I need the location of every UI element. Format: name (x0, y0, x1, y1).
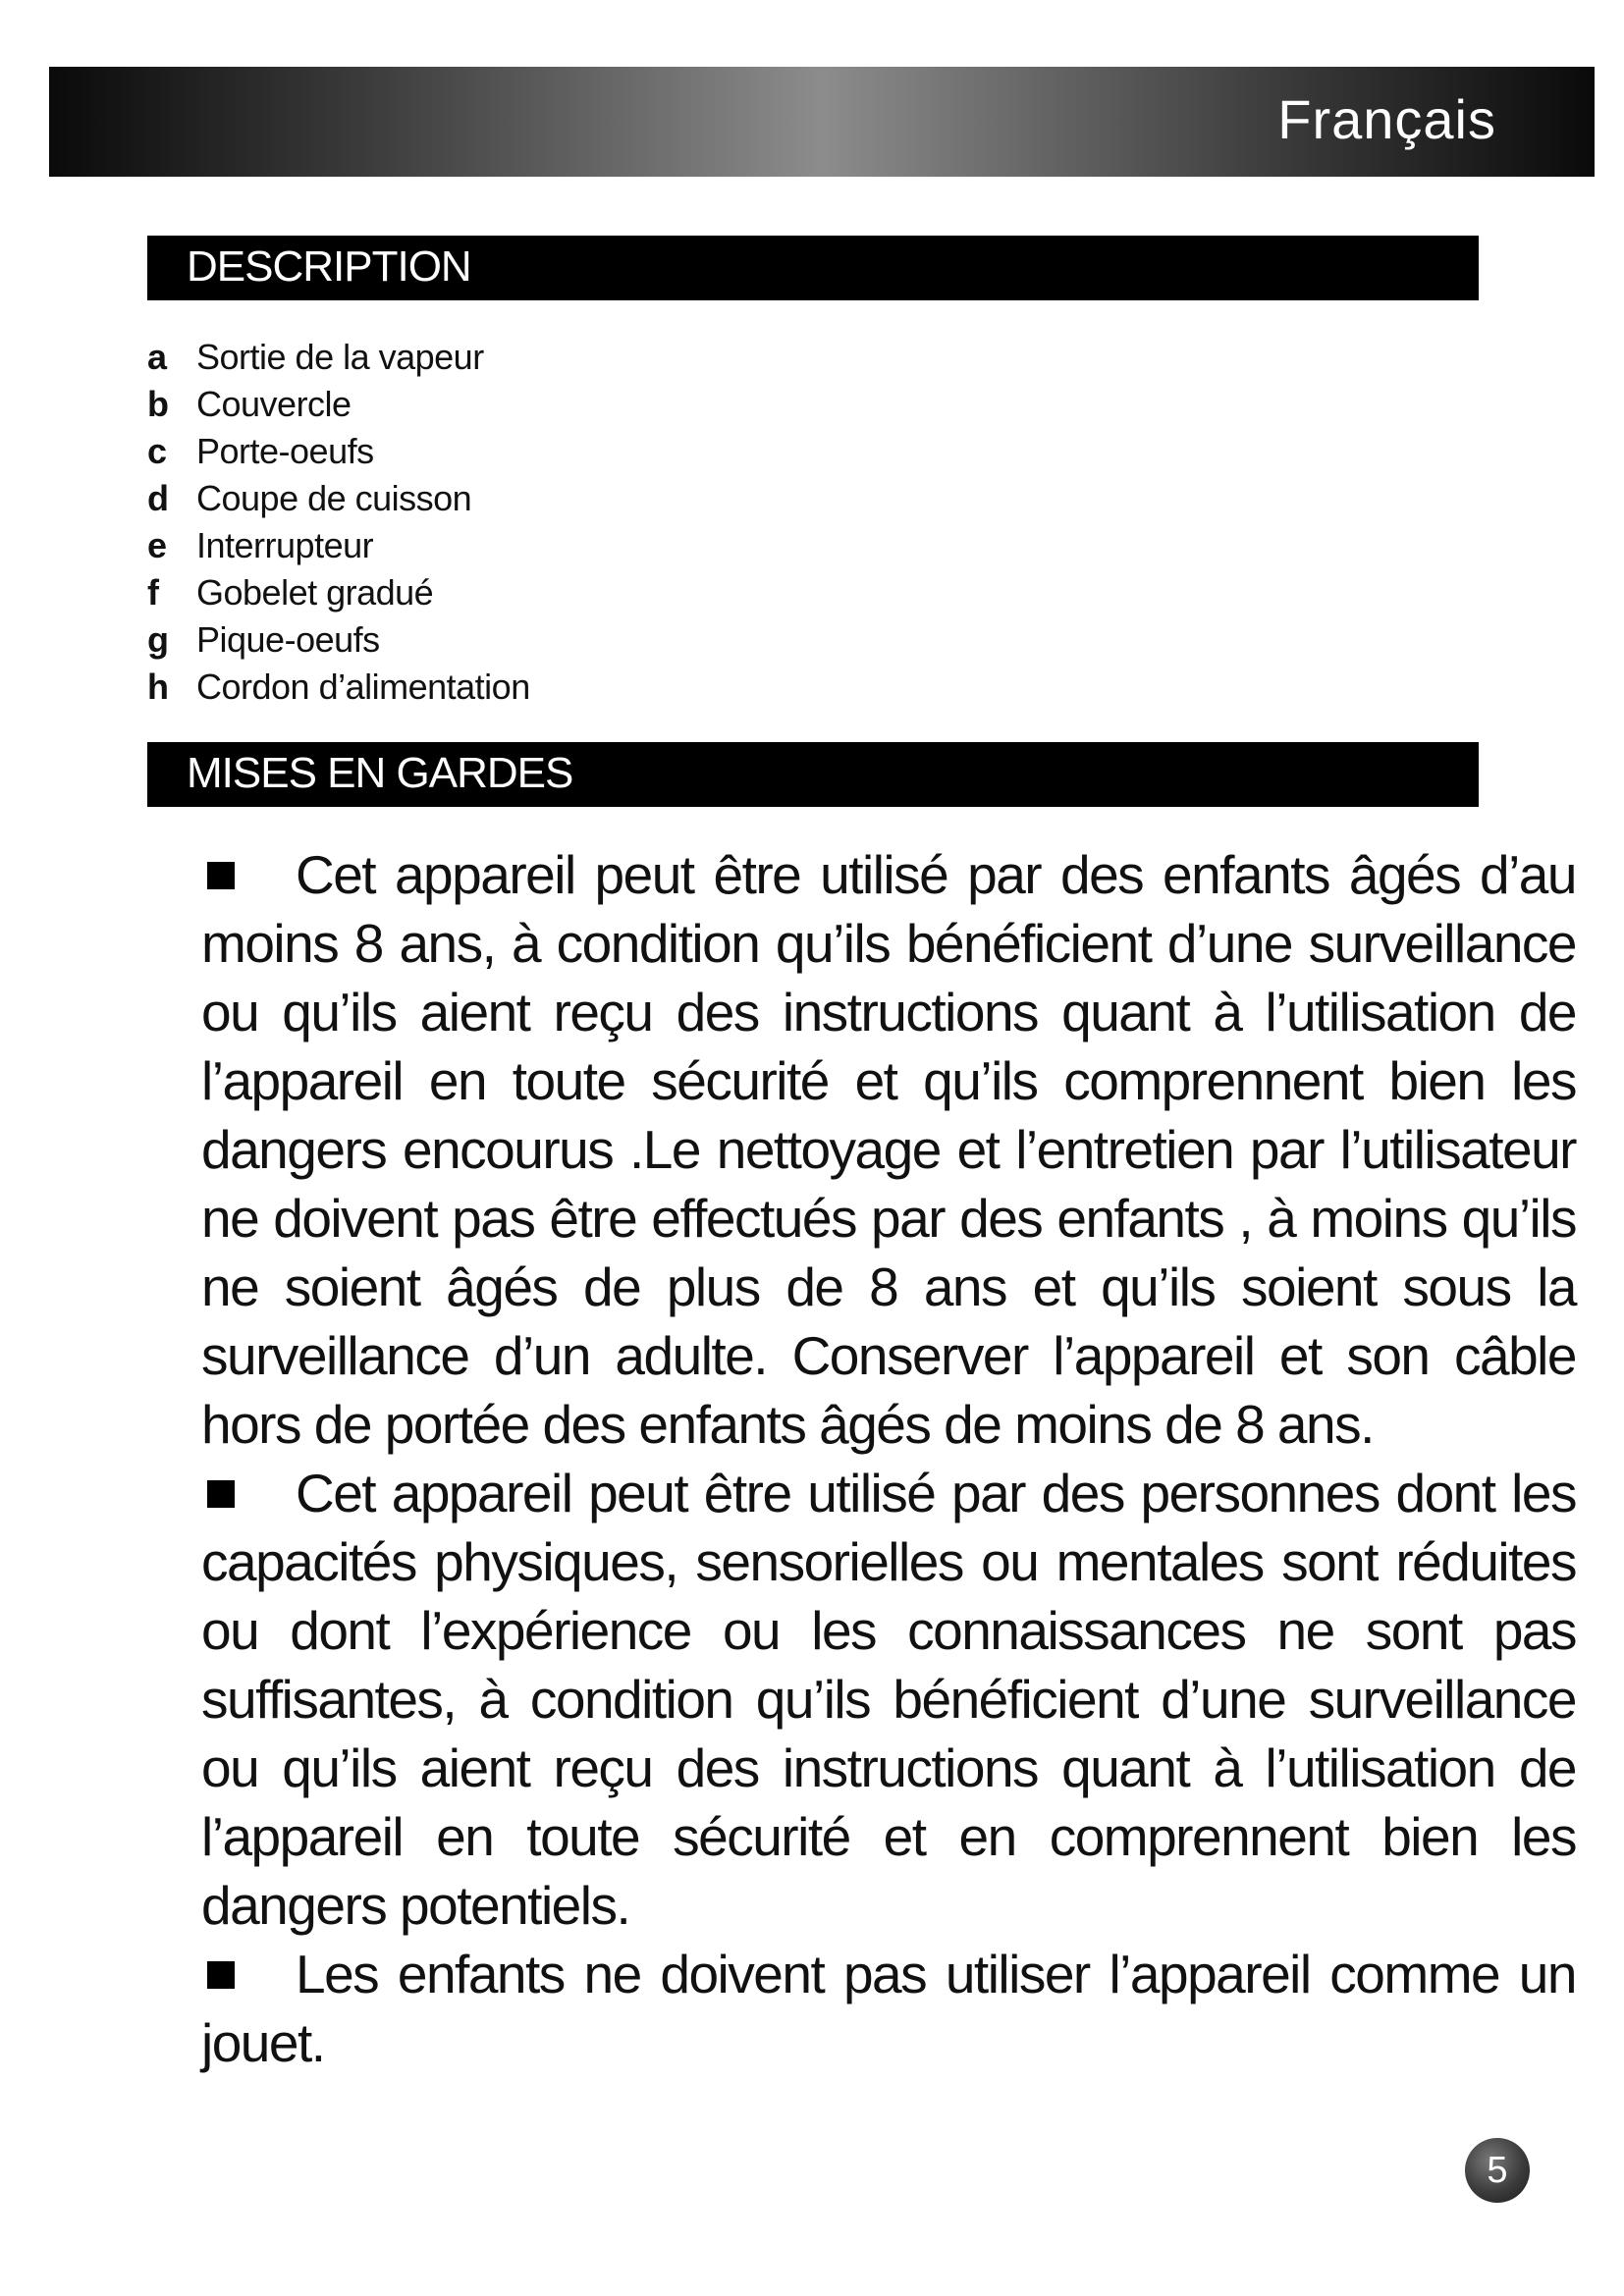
warning-paragraph (201, 840, 1576, 1459)
warnings-body (201, 840, 1576, 2077)
warning-text: Les enfants ne doivent pas utiliser l’appareil comme un jouet. (201, 1944, 1576, 2073)
part-letter: b (147, 384, 169, 424)
part-letter: a (147, 337, 168, 377)
warning-paragraph (201, 1459, 1576, 1940)
list-item (147, 522, 530, 569)
part-letter: e (147, 525, 168, 565)
part-label: Gobelet gradué (196, 572, 434, 613)
language-label: Français (1277, 88, 1496, 150)
warning-paragraph (201, 1940, 1576, 2077)
list-item (147, 616, 530, 664)
part-label: Couvercle (196, 384, 352, 424)
language-banner (49, 67, 1595, 177)
part-label: Pique-oeufs (196, 619, 380, 660)
parts-list (147, 334, 530, 711)
list-item (147, 569, 530, 616)
description-title: DESCRIPTION (187, 242, 471, 291)
part-label: Porte-oeufs (196, 431, 374, 471)
part-letter: h (147, 667, 169, 707)
part-label: Interrupteur (196, 525, 374, 565)
list-item (147, 381, 530, 428)
part-letter: c (147, 431, 168, 471)
square-bullet-icon (207, 862, 235, 889)
description-section-header (147, 236, 1479, 300)
square-bullet-icon (207, 1480, 235, 1508)
list-item (147, 428, 530, 475)
part-letter: g (147, 619, 169, 660)
warning-text: Cet appareil peut être utilisé par des personnes dont les capacités physiques, sensorielles ou mentales sont réduites ou dont l’expérience ou les connaissances ne sont pas suffisantes, à condition qu’ils bénéficient d’une surveillance ou qu’ils aient reçu des instructions quant à l’utilisation de l’appareil en toute sécurité et en comprennent bien les dangers potentiels. (201, 1463, 1576, 1936)
list-item (147, 475, 530, 522)
part-label: Coupe de cuisson (196, 478, 472, 518)
page-number-badge (1465, 2138, 1530, 2203)
list-item (147, 334, 530, 381)
warnings-title: MISES EN GARDES (187, 749, 573, 797)
warnings-section-header (147, 742, 1479, 807)
part-label: Cordon d’alimentation (196, 667, 530, 707)
part-label: Sortie de la vapeur (196, 337, 484, 377)
page-number: 5 (1487, 2150, 1508, 2191)
warning-text: Cet appareil peut être utilisé par des enfants âgés d’au moins 8 ans, à condition qu’ils bénéficient d’une surveillance ou qu’ils aient reçu des instructions quant à l’utilisation de l’appareil en toute sécurité et qu’ils comprennent bien les dangers encourus .Le nettoyage et l’entretien par l’utilisateur ne doivent pas être effectués par des enfants , à moins qu’ils ne soient âgés de plus de 8 ans et qu’ils soient sous la surveillance d’un adulte. Conserver l’appareil et son câble hors de portée des enfants âgés de moins de 8 ans. (201, 844, 1576, 1455)
part-letter: d (147, 478, 169, 518)
square-bullet-icon (207, 1961, 235, 1989)
part-letter: f (147, 572, 159, 613)
list-item (147, 664, 530, 711)
